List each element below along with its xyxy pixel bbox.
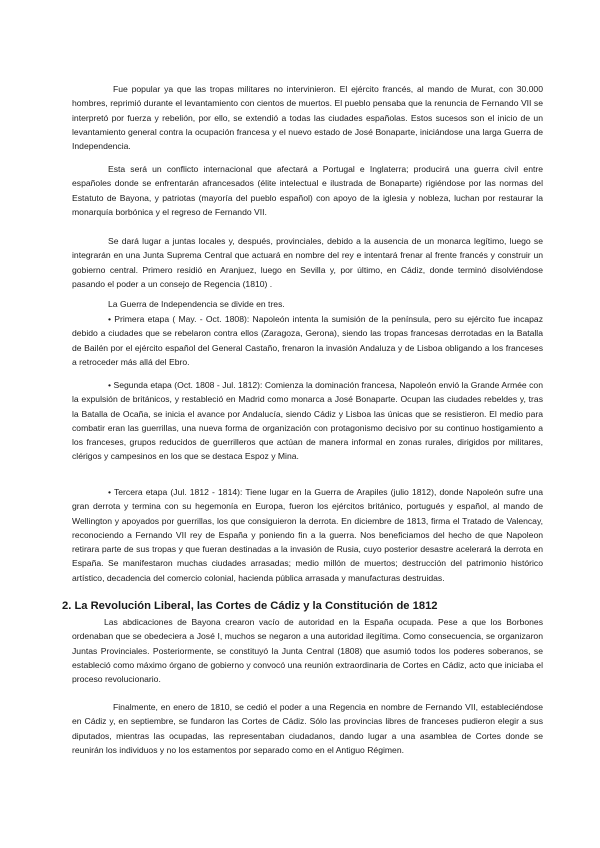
section-heading: 2. La Revolución Liberal, las Cortes de Cádiz y la Constitución de 1812 bbox=[62, 600, 438, 612]
paragraph-bayona-abdications: Las abdicaciones de Bayona crearon vacío de autoridad en la España ocupada. Pese a que los Borbones ordenaban que se obedeciera a José I, muchos se negaron a una autoridad ilegítima. Como consecuencia, se organizaron Juntas Provinciales. Posteriormente, se constituyó la Junta Central (1808) que asumió todos los poderes soberanos, se estableció como máximo órgano de gobierno y convocó una reunión extraordinaria de Cortes en Cádiz, acto que iniciaba el proceso revolucionario. bbox=[72, 617, 543, 685]
paragraph-juntas: Se dará lugar a juntas locales y, después, provinciales, debido a la ausencia de un monarca legítimo, luego se integrarán en una Junta Suprema Central que actuará en nombre del rey e intentará frenar al frente francés y construir un gobierno central. Primero residió en Aranjuez, luego en Sevilla y, por último, en Cádiz, donde terminó disolviéndose pasando el poder a un consejo de Regencia (1810) . bbox=[72, 236, 543, 289]
paragraph-third-stage: • Tercera etapa (Jul. 1812 - 1814): Tiene lugar en la Guerra de Arapiles (julio 1812), donde Napoleón sufre una gran derrota y termina con su hegemonía en Europa, fueron los ejércitos británico, portugués y español, al mando de Wellington y apoyados por guerrillas, los que consiguieron la derrota. En diciembre de 1813, firma el Tratado de Valencay, reconociendo a Fernando VII rey de España y poniendo fin a la guerra. Nos beneficiamos del hecho de que Napoleon retirara parte de sus tropas y que fueran destinadas a la invasión de Rusia, cuyo posterior desastre acelerará la derrota en España. Se manifestaron muchas ciudades arrasadas; medio millón de muertos; destrucción del patrimonio histórico artístico, decadencia del comercio colonial, hacienda pública arrasada y manufacturas destruidas. bbox=[72, 487, 543, 583]
paragraph-first-stage: • Primera etapa ( May. - Oct. 1808): Napoleón intenta la sumisión de la península, pero su ejército fue incapaz debido a ciudades que se rebelaron contra ellos (Zaragoza, Gerona), siendo las tropas francesas derrotadas en la Batalla de Bailén por el ejército español del General Castaño, frenaron la invasión Andaluza y de Lisboa obligando a los franceses a retroceder más allá del Ebro. bbox=[72, 314, 543, 367]
paragraph-war-stages-intro: La Guerra de Independencia se divide en tres. bbox=[108, 299, 285, 309]
paragraph-international-conflict: Esta será un conflicto internacional que afectará a Portugal e Inglaterra; producirá una guerra civil entre españoles donde se enfrentarán afrancesados (élite intelectual e ilustrada de Bonaparte) rigiéndose por las normas del Estatuto de Bayona, y patriotas (mayoría del pueblo español) con apoyo de la iglesia y nobleza, luchan por restaurar la monarquía borbónica y el regreso de Fernando VII. bbox=[72, 164, 543, 217]
paragraph-second-stage: • Segunda etapa (Oct. 1808 - Jul. 1812): Comienza la dominación francesa, Napoleón envió la Grande Armée con la expulsión de británicos, y restableció en Madrid como monarca a José Bonaparte. Ocupan las ciudades rebeldes y, tras la Batalla de Ocaña, se inicia el avance por Andalucía, siendo Cádiz y Lisboa las únicas que se resistieron. El medio para combatir eran las guerrillas, una nueva forma de organización con protagonismo decisivo por su continuo hostigamiento a los franceses, grupos reducidos de guerrilleros que actúan de manera informal en zonas rurales, dirigidos por militares, clérigos y campesinos en los que se destaca Espoz y Mina. bbox=[72, 380, 543, 462]
paragraph-regency: Finalmente, en enero de 1810, se cedió el poder a una Regencia en nombre de Fernando VII, estableciéndose en Cádiz y, en septiembre, se fundaron las Cortes de Cádiz. Sólo las provincias libres de franceses pudieron elegir a sus diputados, mientras las ocupadas, las representaban ciudadanos, dando lugar a una asamblea de Cortes donde se reunirán los individuos y no los estamentos por separado como en el Antiguo Régimen. bbox=[72, 702, 543, 755]
paragraph-uprising: Fue popular ya que las tropas militares no intervinieron. El ejército francés, al mando de Murat, con 30.000 hombres, reprimió durante el levantamiento con cientos de muertos. El pueblo pensaba que la renuncia de Fernando VII se interpretó por fuerza y rebelión, por ello, se extendió a todas las ciudades españolas. Estos sucesos son el inicio de un levantamiento general contra la ocupación francesa y el nuevo estado de José Bonaparte, iniciándose una larga Guerra de Independencia. bbox=[72, 84, 543, 152]
